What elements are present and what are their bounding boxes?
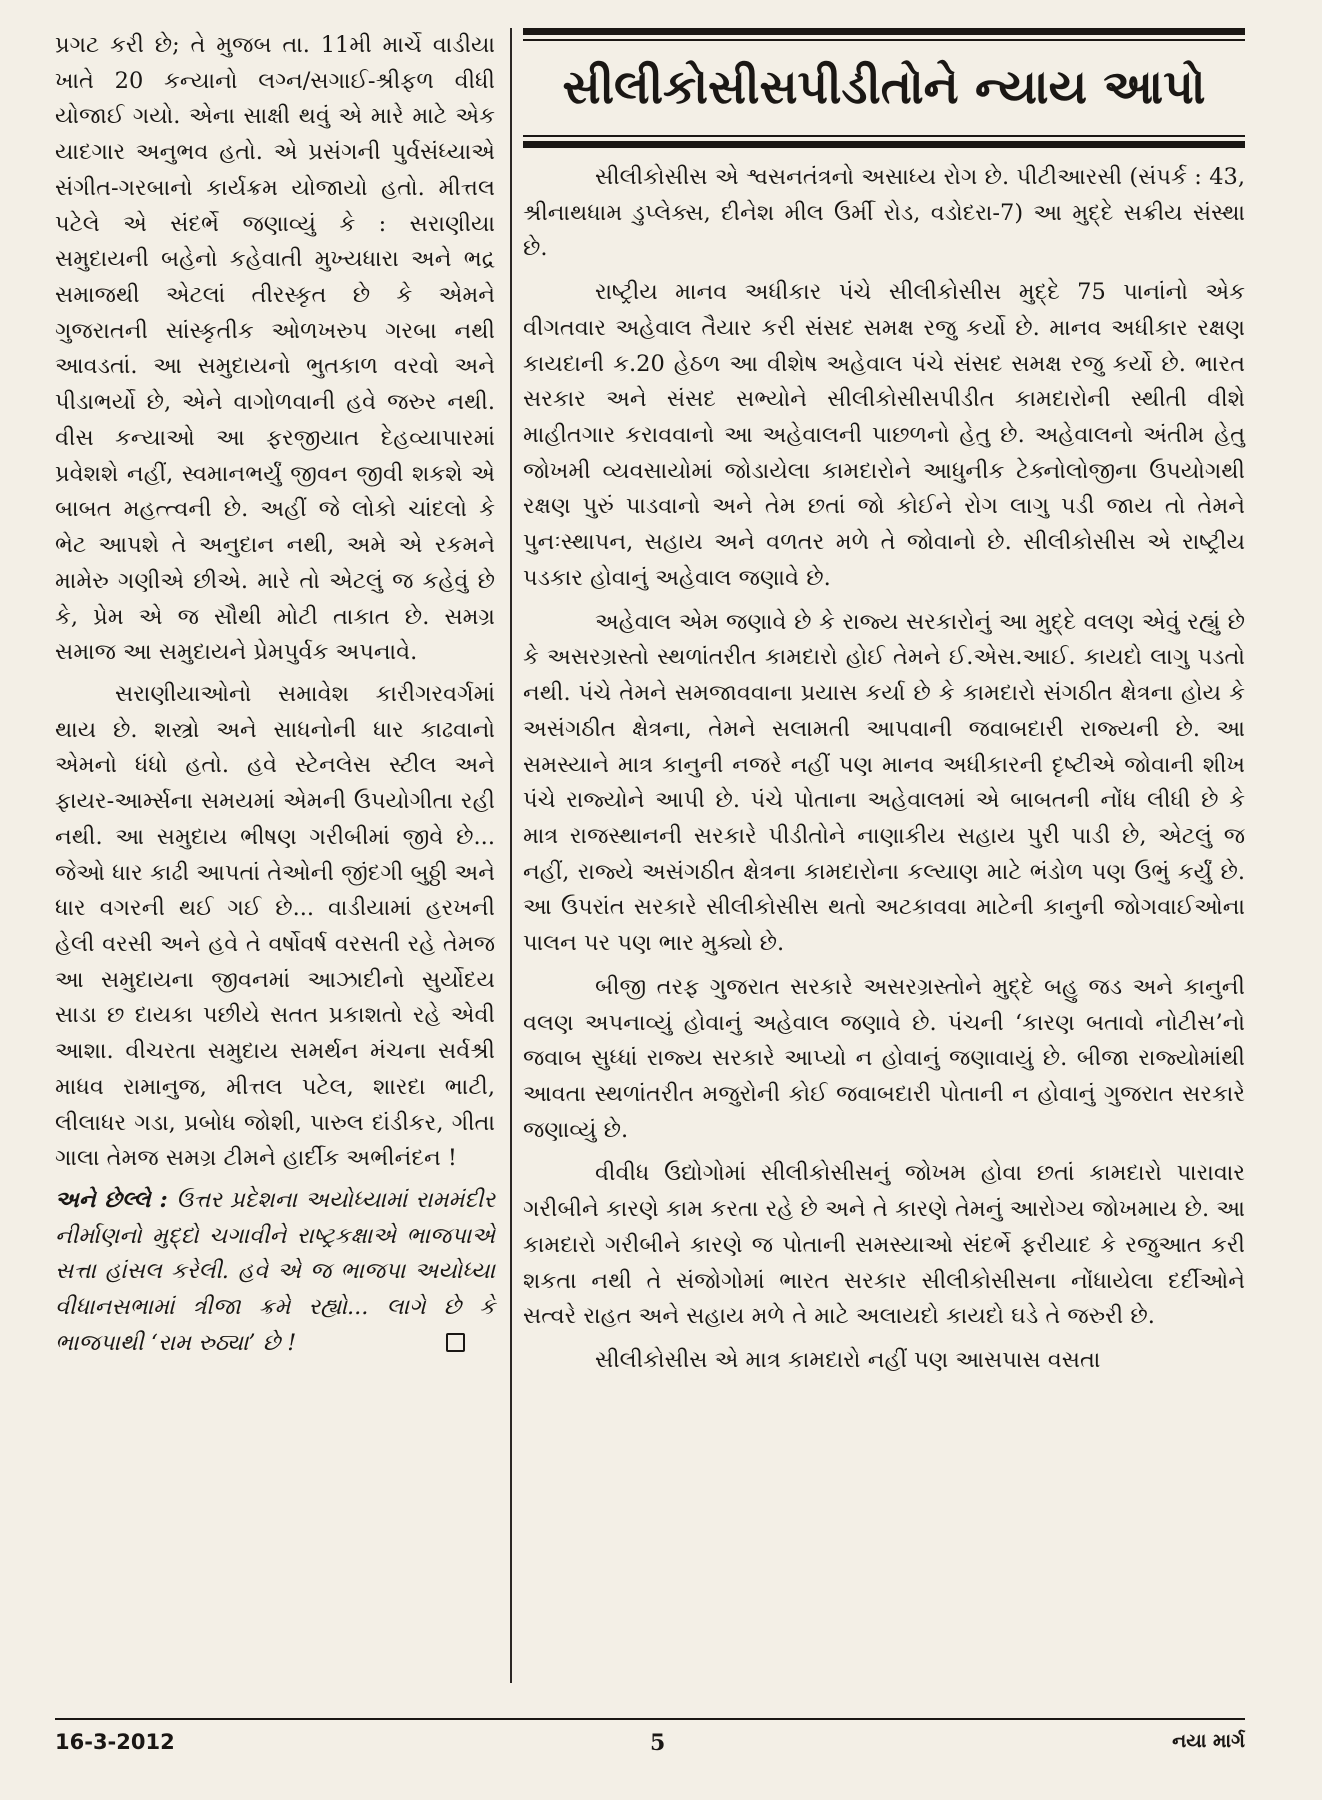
footer-rule — [55, 1718, 1245, 1720]
closing-remark — [55, 1183, 495, 1362]
closing-lead: અને છેલ્લે : — [55, 1187, 168, 1213]
page-footer — [55, 1730, 1245, 1770]
article-paragraph-5: વીવીધ ઉદ્યોગોમાં સીલીકોસીસનું જોખમ હોવા છતાં કામદારો પારાવાર ગરીબીને કારણે કામ કરતા રહે છે અને તે કારણે તેમનું આરોગ્ય જોખમાય છે. આ કામદારો ગરીબીને કારણે જ પોતાની સમસ્યાઓ સંદર્ભે ફરીયાદ કે રજુઆત કરી શકતા નથી તે સંજોગોમાં ભારત સરકાર સીલીકોસીસના નોંધાયેલા દર્દીઓને સત્વરે રાહત અને સહાય મળે તે માટે અલાયદો કાયદો ઘડે તે જરુરી છે. — [523, 1160, 1245, 1330]
headline-rule-bottom-thin — [523, 135, 1245, 137]
article-headline: સીલીકોસીસપીડીતોને ન્યાય આપો — [562, 60, 1206, 115]
end-of-article-icon — [446, 1333, 465, 1352]
left-paragraph-1: પ્રગટ કરી છે; તે મુજબ તા. 11મી માર્ચે વાડીયા ખાતે 20 કન્યાનો લગ્ન/સગાઈ-શ્રીફળ વીધી યોજાઈ ગયો. એના સાક્ષી થવું એ મારે માટે એક યાદગાર અનુભવ હતો. એ પ્રસંગની પુર્વસંધ્યાએ સંગીત-ગરબાનો કાર્યક્રમ યોજાયો હતો. મીત્તલ પટેલે એ સંદર્ભે જણાવ્યું કે : સરાણીયા સમુદાયની બહેનો કહેવાતી મુખ્યધારા અને ભદ્ર સમાજથી એટલાં તીરસ્કૃત છે કે એમને ગુજરાતની સાંસ્કૃતીક ઓળખરુપ ગરબા નથી આવડતાં. આ સમુદાયનો ભુતકાળ વરવો અને પીડાભર્યો છે, એને વાગોળવાની હવે જરુર નથી. વીસ કન્યાઓ આ ફરજીયાત દેહવ્યાપારમાં પ્રવેશશે નહીં, સ્વમાનભર્યું જીવન જીવી શકશે એ બાબત મહત્ત્વની છે. અહીં જે લોકો ચાંદલો કે ભેટ આપશે તે અનુદાન નથી, અમે એ રકમને મામેરુ ગણીએ છીએ. મારે તો એટલું જ કહેવું છે કે, પ્રેમ એ જ સૌથી મોટી તાકાત છે. સમગ્ર સમાજ આ સમુદાયને પ્રેમપુર્વક અપનાવે. — [55, 32, 495, 666]
issue-date: 16-3-2012 — [55, 1730, 175, 1754]
headline-box — [523, 28, 1245, 148]
left-column — [55, 28, 495, 1678]
article-paragraph-1: સીલીકોસીસ એ શ્વસનતંત્રનો અસાધ્ય રોગ છે. પીટીઆરસી (સંપર્ક : 43, શ્રીનાથધામ ડુપ્લેક્સ, દીનેશ મીલ ઉર્મી રોડ, વડોદરા-7) આ મુદ્દે સક્રીય સંસ્થા છે. — [523, 164, 1245, 262]
headline-rule-bottom — [523, 141, 1245, 148]
article-body — [523, 160, 1245, 1379]
article-paragraph-2: રાષ્ટ્રીય માનવ અધીકાર પંચે સીલીકોસીસ મુદ્દે 75 પાનાંનો એક વીગતવાર અહેવાલ તૈયાર કરી સંસદ સમક્ષ રજુ કર્યો છે. માનવ અધીકાર રક્ષણ કાયદાની ક.20 હેઠળ આ વીશેષ અહેવાલ પંચે સંસદ સમક્ષ રજુ કર્યો છે. ભારત સરકાર અને સંસદ સભ્યોને સીલીકોસીસપીડીત કામદારોની સ્થીતી વીશે માહીતગાર કરાવવાનો આ અહેવાલની પાછળનો હેતુ છે. અહેવાલનો અંતીમ હેતુ જોખમી વ્યવસાયોમાં જોડાયેલા કામદારોને આધુનીક ટેક્નોલોજીના ઉપયોગથી રક્ષણ પુરું પાડવાનો અને તેમ છતાં જો કોઈને રોગ લાગુ પડી જાય તો તેમને પુનઃસ્થાપન, સહાય અને વળતર મળે તે જોવાનો છે. સીલીકોસીસ એ રાષ્ટ્રીય પડકાર હોવાનું અહેવાલ જણાવે છે. — [523, 279, 1245, 591]
article-paragraph-4: બીજી તરફ ગુજરાત સરકારે અસરગ્રસ્તોને મુદ્દે બહુ જડ અને કાનુની વલણ અપનાવ્યું હોવાનું અહેવાલ જણાવે છે. પંચની ‘કારણ બતાવો નોટીસ’નો જવાબ સુધ્ધાં રાજ્ય સરકારે આપ્યો ન હોવાનું જણાવાયું છે. બીજા રાજ્યોમાંથી આવતા સ્થળાંતરીત મજુરોની કોઈ જવાબદારી પોતાની ન હોવાનું ગુજરાત સરકારે જણાવ્યું છે. — [523, 973, 1245, 1143]
left-paragraph-2: સરાણીયાઓનો સમાવેશ કારીગરવર્ગમાં થાય છે. શસ્ત્રો અને સાધનોની ધાર કાઢવાનો એમનો ધંધો હતો. હવે સ્ટેનલેસ સ્ટીલ અને ફાયર-આર્મ્સના સમયમાં એમની ઉપયોગીતા રહી નથી. આ સમુદાય ભીષણ ગરીબીમાં જીવે છે... જેઓ ધાર કાઢી આપતાં તેઓની જીંદગી બુઠ્ઠી અને ધાર વગરની થઈ ગઈ છે... વાડીયામાં હરખની હેલી વરસી અને હવે તે વર્ષોવર્ષ વરસતી રહે તેમજ આ સમુદાયના જીવનમાં આઝાદીનો સુર્યોદય સાડા છ દાયકા પછીયે સતત પ્રકાશતો રહે એવી આશા. વીચરતા સમુદાય સમર્થન મંચના સર્વશ્રી માધવ રામાનુજ, મીત્તલ પટેલ, શારદા ભાટી, લીલાધર ગડા, પ્રબોધ જોશી, પારુલ દાંડીકર, ગીતા ગાલા તેમજ સમગ્ર ટીમને હાર્દીક અભીનંદન ! — [55, 680, 495, 1172]
article-paragraph-6: સીલીકોસીસ એ માત્ર કામદારો નહીં પણ આસપાસ વસતા — [595, 1347, 1101, 1373]
right-column — [523, 28, 1245, 1688]
headline-rule-top — [523, 28, 1245, 35]
article-paragraph-3: અહેવાલ એમ જણાવે છે કે રાજ્ય સરકારોનું આ મુદ્દે વલણ એવું રહ્યું છે કે અસરગ્રસ્તો સ્થળાંતરીત કામદારો હોઈ તેમને ઈ.એસ.આઈ. કાયદો લાગુ પડતો નથી. પંચે તેમને સમજાવવાના પ્રયાસ કર્યા છે કે કામદારો સંગઠીત ક્ષેત્રના હોય કે અસંગઠીત ક્ષેત્રના, તેમને સલામતી આપવાની જવાબદારી રાજ્યની છે. આ સમસ્યાને માત્ર કાનુની નજરે નહીં પણ માનવ અધીકારની દૃષ્ટીએ જોવાની શીખ પંચે રાજ્યોને આપી છે. પંચે પોતાના અહેવાલમાં એ બાબતની નોંધ લીધી છે કે માત્ર રાજસ્થાનની સરકારે પીડીતોને નાણાકીય સહાય પુરી પાડી છે, એટલું જ નહીં, રાજ્યે અસંગઠીત ક્ષેત્રના કામદારોના કલ્યાણ માટે ભંડોળ પણ ઉભું કર્યું છે. આ ઉપરાંત સરકારે સીલીકોસીસ થતો અટકાવવા માટેની કાનુની જોગવાઈઓના પાલન પર પણ ભાર મુક્યો છે. — [523, 608, 1245, 957]
column-divider — [510, 28, 512, 1683]
publication-name: નયા માર્ગ — [1172, 1730, 1245, 1752]
page-number: 5 — [650, 1730, 666, 1756]
closing-text: ઉત્તર પ્રદેશના અયોધ્યામાં રામમંદીર નીર્માણનો મુદ્દો ચગાવીને રાષ્ટ્રકક્ષાએ ભાજપાએ સત્તા હાંસલ કરેલી. હવે એ જ ભાજપા અયોધ્યા વીધાનસભામાં ત્રીજા ક્રમે રહ્યો... લાગે છે કે ભાજપાથી ‘રામ રુઠ્યા’ છે ! — [55, 1187, 495, 1356]
